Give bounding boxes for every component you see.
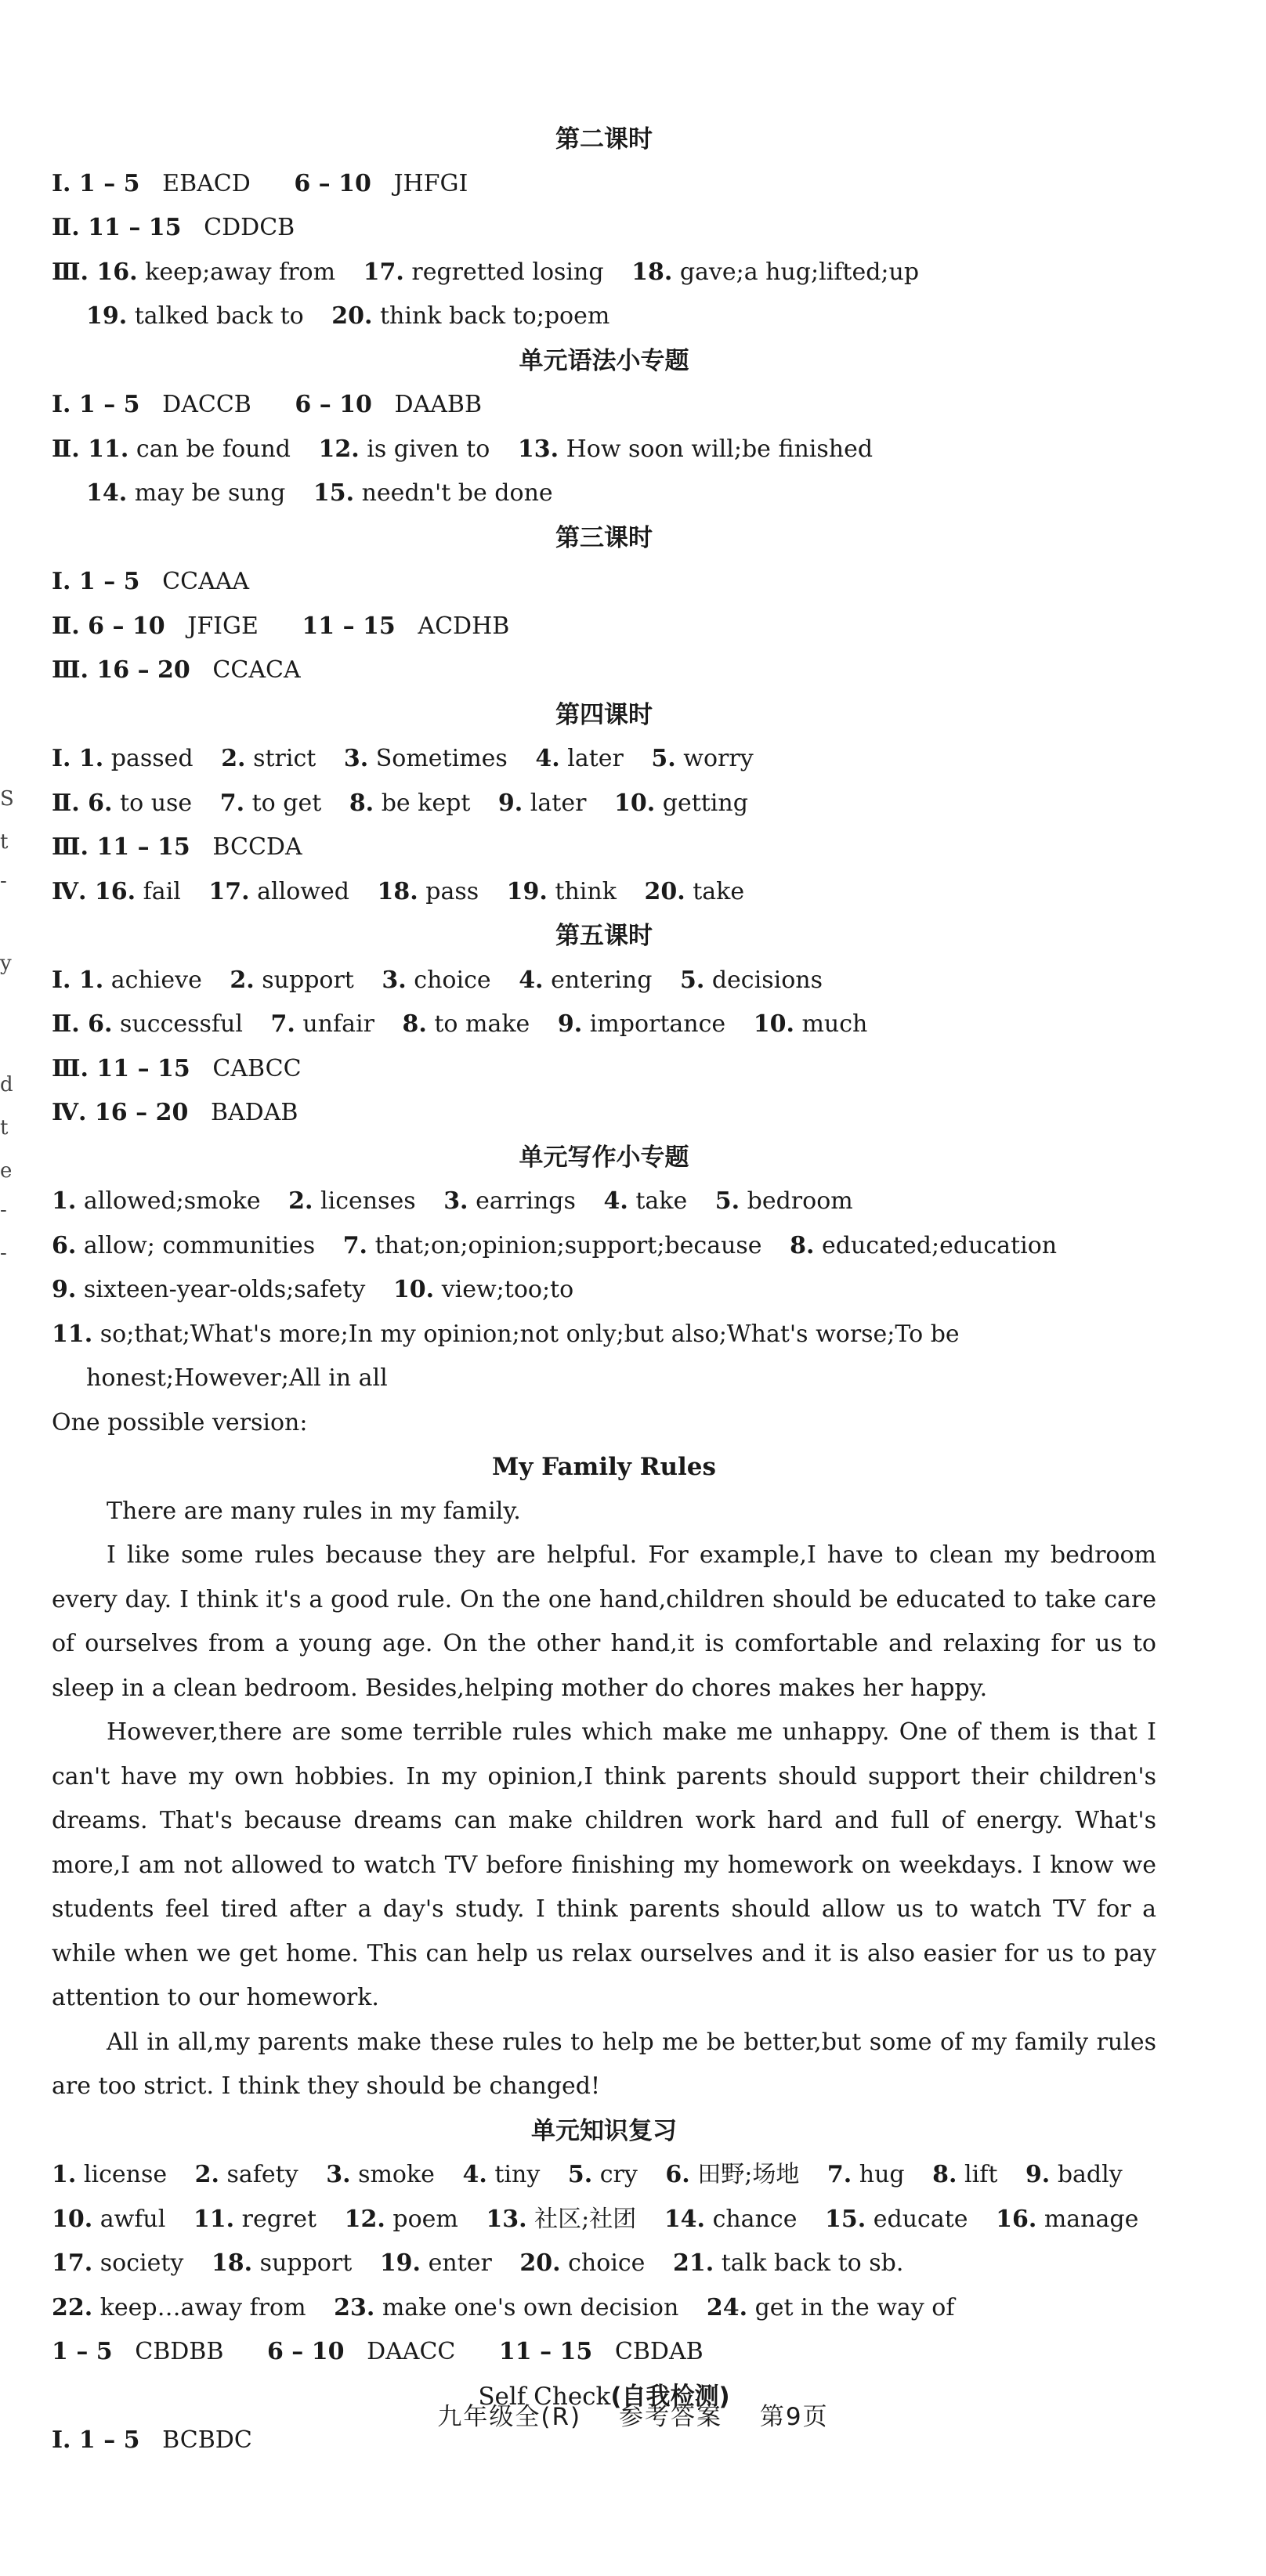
edge-mark: y: [0, 952, 12, 975]
answer-text: think back to;poem: [379, 302, 610, 330]
question-number: 20.: [519, 2249, 561, 2277]
question-label: Ⅲ. 11 – 15: [52, 1054, 190, 1082]
answer-text: badly: [1057, 2161, 1123, 2188]
question-number: 15.: [313, 479, 355, 507]
answer-text: choice: [414, 966, 491, 994]
section-title: 单元语法小专题: [519, 346, 689, 375]
question-label: Ⅱ. 6 – 10: [52, 612, 165, 640]
answer-text: support: [259, 2249, 353, 2277]
question-number: 18.: [211, 2249, 253, 2277]
answer-text: pass: [425, 877, 479, 905]
question-number: 7.: [270, 1010, 295, 1038]
answer-row: [52, 428, 1156, 472]
answer-text: so;that;What's more;In my opinion;not only;but also;What's worse;To be honest;However;All in all: [86, 1320, 960, 1392]
question-number: 1.: [52, 2161, 77, 2188]
answer-row: [52, 1091, 1156, 1136]
question-label: Ⅲ. 16.: [52, 258, 138, 286]
answer-text: think: [555, 877, 617, 905]
question-number: 7.: [342, 1231, 368, 1259]
answer-text: EBACD: [162, 169, 251, 197]
answer-row: [52, 1180, 1156, 1224]
question-number: 10.: [613, 789, 656, 817]
question-label: 11 – 15: [498, 2338, 593, 2365]
answer-text: 田野;场地: [697, 2161, 800, 2188]
essay-paragraph: However,there are some terrible rules which make me unhappy. One of them is that I can't have my own hobbies. In my opinion,I think parents should support their children's dreams. That's because dreams can make children work hard and full of energy. What's more,I am not allowed to watch TV before finishing my homework on weekdays. I know we students feel tired after a day's study. I think parents should allow us to watch TV for a while when we get home. This can help us relax ourselves and it is also easier for us to pay attention to our homework.: [52, 1718, 1156, 2011]
answer-row: [52, 1047, 1156, 1092]
answer-text: choice: [568, 2249, 646, 2277]
question-number: 8.: [932, 2161, 957, 2188]
question-number: 2.: [221, 745, 246, 772]
footer-page-number: 第9页: [759, 2403, 829, 2431]
answer-row: [52, 251, 1156, 295]
question-number: 5.: [651, 745, 676, 772]
question-number: 7.: [827, 2161, 852, 2188]
answer-row: [52, 560, 1156, 605]
answer-text: is given to: [367, 435, 490, 463]
question-label: Ⅰ. 1.: [52, 966, 104, 994]
page-footer: [0, 2397, 1266, 2432]
answer-row: [52, 649, 1156, 693]
answer-text: enter: [428, 2249, 492, 2277]
answer-text: keep…away from: [99, 2293, 306, 2321]
answer-row: [52, 737, 1156, 782]
answer-text: CBDBB: [135, 2338, 224, 2365]
section-title: 第四课时: [555, 700, 653, 729]
question-number: 19.: [86, 302, 128, 330]
question-number: 9.: [557, 1010, 583, 1038]
edge-mark: t: [0, 830, 9, 854]
answer-text: talk back to sb.: [721, 2249, 904, 2277]
question-number: 21.: [672, 2249, 714, 2277]
edge-mark: -: [0, 869, 7, 893]
answer-text: strict: [253, 745, 316, 772]
answer-content: [52, 117, 1156, 2463]
section-title: 第五课时: [555, 922, 653, 950]
answer-text: needn't be done: [361, 479, 553, 507]
footer-grade: 九年级全(R): [437, 2403, 582, 2431]
answer-text: successful: [120, 1010, 243, 1038]
answer-text: sixteen-year-olds;safety: [83, 1276, 366, 1303]
question-number: 6.: [52, 1231, 77, 1259]
answer-text: getting: [662, 789, 748, 817]
question-number: 3.: [343, 745, 369, 772]
answer-text: fail: [143, 877, 181, 905]
answer-row: [52, 870, 1156, 915]
question-number: 1.: [52, 1187, 77, 1215]
answer-text: manage: [1044, 2205, 1139, 2233]
question-number: 7.: [219, 789, 245, 817]
answer-text: BCCDA: [212, 833, 302, 861]
question-number: 2.: [288, 1187, 313, 1215]
answer-text: earrings: [476, 1187, 576, 1215]
answer-text: view;too;to: [441, 1276, 574, 1303]
answer-text: gave;a hug;lifted;up: [679, 258, 920, 286]
question-number: 24.: [706, 2293, 748, 2321]
question-number: 14.: [86, 479, 128, 507]
answer-text: keep;away from: [145, 258, 336, 286]
question-number: 3.: [443, 1187, 468, 1215]
question-label: Ⅲ. 11 – 15: [52, 833, 190, 861]
question-number: 4.: [535, 745, 560, 772]
question-number: 10.: [392, 1276, 435, 1303]
answer-text: be kept: [381, 789, 471, 817]
question-number: 23.: [334, 2293, 375, 2321]
answer-text: allowed: [257, 877, 349, 905]
question-number: 11.: [52, 1320, 93, 1348]
question-label: Ⅰ. 1.: [52, 745, 104, 772]
question-number: 19.: [379, 2249, 421, 2277]
answer-text: importance: [589, 1010, 726, 1038]
answer-text: worry: [683, 745, 754, 772]
section-title: 单元写作小专题: [519, 1143, 689, 1172]
question-label: 6 – 10: [294, 169, 371, 197]
answer-text: BADAB: [210, 1099, 298, 1126]
answer-text: may be sung: [134, 479, 286, 507]
question-number: 17.: [363, 258, 404, 286]
question-label: Ⅱ. 11.: [52, 435, 129, 463]
answer-row: [52, 162, 1156, 207]
answer-text: to get: [251, 789, 322, 817]
essay-paragraph: I like some rules because they are helpful. For example,I have to clean my bedroom every day. I think it's a good rule. On the one hand,children should be educated to take care of ourselves from a young age. On the other hand,it is comfortable and relaxing for us to sleep in a clean bedroom. Besides,helping mother do chores makes her happy.: [52, 1541, 1156, 1702]
question-number: 19.: [506, 877, 548, 905]
question-number: 20.: [644, 877, 685, 905]
answer-text: CDDCB: [204, 214, 295, 241]
answer-row: [52, 1224, 1156, 1269]
question-number: 4.: [603, 1187, 628, 1215]
answer-text: license: [83, 2161, 168, 2188]
edge-mark: -: [0, 1198, 7, 1222]
question-number: 5.: [567, 2161, 593, 2188]
answer-row: [52, 1268, 1156, 1313]
question-number: 12.: [344, 2205, 385, 2233]
question-label: Ⅲ. 16 – 20: [52, 656, 190, 684]
essay-paragraph: All in all,my parents make these rules to help me be better,but some of my family rules are too strict. I think they should be changed!: [52, 2028, 1156, 2100]
version-label: One possible version:: [52, 1408, 308, 1436]
answer-row: [52, 1313, 1156, 1401]
question-number: 9.: [1025, 2161, 1051, 2188]
section-title: 第三课时: [555, 523, 653, 552]
answer-text: passed: [110, 745, 194, 772]
footer-answers: 参考答案: [619, 2403, 722, 2431]
answer-text: lift: [964, 2161, 998, 2188]
answer-row: [52, 383, 1156, 428]
answer-text: safety: [226, 2161, 298, 2188]
question-number: 8.: [402, 1010, 427, 1038]
answer-text: CCACA: [212, 656, 301, 684]
answer-text: entering: [551, 966, 653, 994]
question-label: 6 – 10: [295, 391, 372, 418]
question-number: 14.: [664, 2205, 706, 2233]
answer-text: that;on;opinion;support;because: [374, 1231, 762, 1259]
essay-title: My Family Rules: [492, 1453, 716, 1481]
question-number: 22.: [52, 2293, 93, 2321]
answer-text: Sometimes: [375, 745, 508, 772]
question-number: 13.: [486, 2205, 527, 2233]
answer-text: can be found: [136, 435, 291, 463]
question-number: 10.: [753, 1010, 794, 1038]
question-number: 8.: [349, 789, 374, 817]
answer-text: CCAAA: [162, 568, 250, 595]
answer-row: [52, 294, 1156, 339]
answer-text: get in the way of: [754, 2293, 955, 2321]
question-number: 5.: [679, 966, 705, 994]
question-label: Ⅰ. 1 – 5: [52, 169, 140, 197]
answer-text: CBDAB: [614, 2338, 704, 2365]
answer-text: talked back to: [134, 302, 304, 330]
answer-text: DAACC: [367, 2338, 456, 2365]
question-number: 15.: [825, 2205, 866, 2233]
answer-row: [52, 2286, 1156, 2331]
answer-text: allow; communities: [83, 1231, 316, 1259]
question-label: 11 – 15: [302, 612, 396, 640]
question-label: Ⅱ. 6.: [52, 1010, 113, 1038]
answer-text: DACCB: [162, 391, 251, 418]
edge-mark: d: [0, 1073, 13, 1097]
answer-text: decisions: [711, 966, 823, 994]
answer-row: [52, 206, 1156, 251]
answer-text: licenses: [320, 1187, 416, 1215]
question-label: Ⅳ. 16.: [52, 877, 136, 905]
answer-text: How soon will;be finished: [566, 435, 874, 463]
answer-text: educate: [873, 2205, 968, 2233]
answer-text: tiny: [494, 2161, 541, 2188]
answer-text: educated;education: [821, 1231, 1058, 1259]
question-number: 6.: [665, 2161, 690, 2188]
answer-row: [52, 826, 1156, 870]
question-number: 18.: [631, 258, 673, 286]
question-number: 4.: [519, 966, 544, 994]
answer-text: chance: [712, 2205, 798, 2233]
answer-row: [52, 782, 1156, 826]
answer-row: [52, 2330, 1156, 2375]
question-number: 13.: [517, 435, 559, 463]
question-number: 10.: [52, 2205, 93, 2233]
answer-text: hug: [859, 2161, 905, 2188]
selfcheck-title-cn: (自我检测): [610, 2382, 730, 2411]
essay-paragraph: There are many rules in my family.: [107, 1497, 521, 1525]
answer-row: [52, 959, 1156, 1003]
answer-text: CABCC: [212, 1054, 302, 1082]
question-label: Ⅱ. 11 – 15: [52, 214, 182, 241]
answer-row: [52, 1003, 1156, 1047]
answer-text: JHFGI: [393, 169, 468, 197]
answer-text: support: [262, 966, 354, 994]
answer-text: later: [567, 745, 624, 772]
answer-text: to use: [120, 789, 193, 817]
question-number: 9.: [497, 789, 523, 817]
edge-mark: t: [0, 1116, 9, 1140]
answer-text: much: [801, 1010, 868, 1038]
question-label: Ⅱ. 6.: [52, 789, 113, 817]
answer-text: make one's own decision: [382, 2293, 679, 2321]
answer-text: take: [693, 877, 745, 905]
question-number: 12.: [318, 435, 360, 463]
answer-text: BCBDC: [162, 2426, 252, 2454]
question-number: 17.: [208, 877, 250, 905]
question-number: 17.: [52, 2249, 93, 2277]
answer-text: society: [99, 2249, 184, 2277]
edge-mark: e: [0, 1159, 13, 1183]
answer-text: later: [530, 789, 587, 817]
question-number: 4.: [462, 2161, 487, 2188]
edge-mark: -: [0, 1241, 7, 1265]
answer-text: cry: [599, 2161, 638, 2188]
answer-text: unfair: [302, 1010, 374, 1038]
answer-text: bedroom: [747, 1187, 853, 1215]
answer-text: regretted losing: [411, 258, 604, 286]
answer-text: poem: [392, 2205, 458, 2233]
question-number: 16.: [996, 2205, 1037, 2233]
section-title: 第二课时: [555, 125, 653, 154]
question-number: 20.: [331, 302, 373, 330]
answer-text: regret: [241, 2205, 317, 2233]
answer-text: 社区;社团: [534, 2205, 637, 2233]
question-label: 1 – 5: [52, 2338, 113, 2365]
answer-row: [52, 2198, 1156, 2242]
answer-text: take: [635, 1187, 688, 1215]
question-number: 18.: [377, 877, 418, 905]
question-label: Ⅰ. 1 – 5: [52, 391, 140, 418]
answer-text: achieve: [110, 966, 202, 994]
question-label: 6 – 10: [266, 2338, 345, 2365]
question-number: 9.: [52, 1276, 77, 1303]
selfcheck-title-en: Self Check: [478, 2382, 611, 2411]
answer-text: DAABB: [394, 391, 482, 418]
question-label: Ⅳ. 16 – 20: [52, 1099, 189, 1126]
answer-text: ACDHB: [418, 612, 510, 640]
section-title: 单元知识复习: [531, 2116, 677, 2145]
edge-mark: S: [0, 787, 14, 811]
answer-text: JFIGE: [187, 612, 259, 640]
answer-text: smoke: [358, 2161, 435, 2188]
question-number: 3.: [382, 966, 407, 994]
answer-row: [52, 2242, 1156, 2286]
question-number: 2.: [230, 966, 255, 994]
answer-row: [52, 605, 1156, 649]
question-number: 2.: [194, 2161, 219, 2188]
answer-text: awful: [99, 2205, 166, 2233]
answer-text: allowed;smoke: [83, 1187, 261, 1215]
question-number: 3.: [326, 2161, 351, 2188]
question-label: Ⅰ. 1 – 5: [52, 2426, 140, 2454]
answer-row: [52, 471, 1156, 516]
question-label: Ⅰ. 1 – 5: [52, 568, 140, 595]
answer-row: [52, 2153, 1156, 2198]
answer-text: to make: [434, 1010, 530, 1038]
question-number: 5.: [714, 1187, 740, 1215]
question-number: 11.: [193, 2205, 235, 2233]
question-number: 8.: [790, 1231, 815, 1259]
